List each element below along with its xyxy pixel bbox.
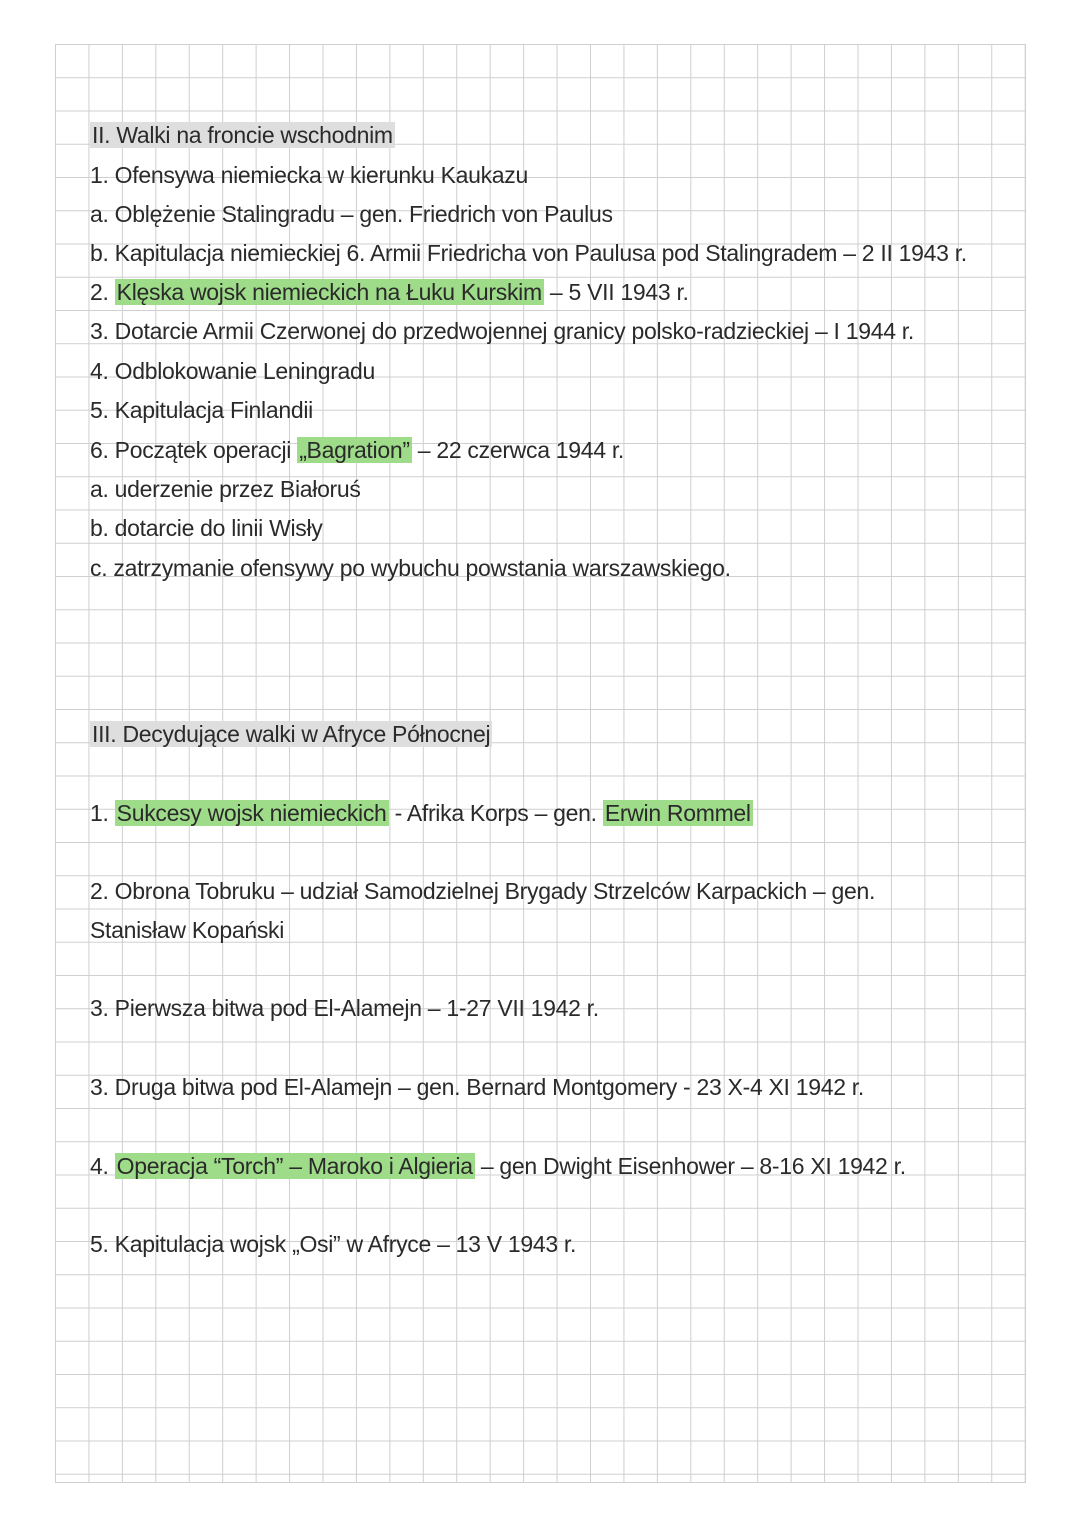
- note-prefix: 6. Początek operacji: [90, 437, 298, 463]
- note-line-bagration: [90, 435, 624, 465]
- note-line: a. uderzenie przez Białoruś: [90, 476, 361, 502]
- highlight-sukcesy: Sukcesy wojsk niemieckich: [116, 800, 387, 826]
- section-3-heading: [90, 719, 492, 749]
- note-line: 3. Dotarcie Armii Czerwonej do przedwojennej granicy polsko-radzieckiej – I 1944 r.: [90, 318, 914, 344]
- note-line: Stanisław Kopański: [90, 917, 285, 943]
- note-prefix: 1.: [90, 800, 115, 826]
- note-suffix: – 22 czerwca 1944 r.: [411, 437, 625, 463]
- note-line: 5. Kapitulacja wojsk „Osi” w Afryce – 13 V 1943 r.: [90, 1231, 577, 1257]
- section-2-heading-text: II. Walki na froncie wschodnim: [92, 122, 393, 148]
- note-line-rommel: [90, 798, 753, 828]
- note-line: 4. Odblokowanie Leningradu: [90, 358, 376, 384]
- note-prefix: 2.: [90, 279, 115, 305]
- note-line-kursk: [90, 277, 689, 307]
- section-2-heading: [90, 120, 395, 150]
- note-suffix: – 5 VII 1943 r.: [543, 279, 689, 305]
- note-line: 2. Obrona Tobruku – udział Samodzielnej Brygady Strzelców Karpackich – gen.: [90, 878, 876, 904]
- highlight-bagration: „Bagration”: [299, 437, 410, 463]
- section-3-heading-text: III. Decydujące walki w Afryce Północnej: [92, 721, 491, 747]
- highlight-rommel: Erwin Rommel: [604, 800, 751, 826]
- note-line: b. Kapitulacja niemieckiej 6. Armii Friedricha von Paulusa pod Stalingradem – 2 II 1943 r.: [90, 240, 967, 266]
- highlight-torch: Operacja “Torch” – Maroko i Algieria: [116, 1153, 473, 1179]
- note-line: 3. Druga bitwa pod El-Alamejn – gen. Bernard Montgomery - 23 X-4 XI 1942 r.: [90, 1074, 864, 1100]
- note-line: b. dotarcie do linii Wisły: [90, 515, 323, 541]
- note-line: 3. Pierwsza bitwa pod El-Alamejn – 1-27 VII 1942 r.: [90, 995, 599, 1021]
- note-line-torch: [90, 1151, 906, 1181]
- note-suffix: – gen Dwight Eisenhower – 8-16 XI 1942 r.: [474, 1153, 906, 1179]
- note-middle: - Afrika Korps – gen.: [388, 800, 603, 826]
- note-line: 1. Ofensywa niemiecka w kierunku Kaukazu: [90, 162, 528, 188]
- note-line: c. zatrzymanie ofensywy po wybuchu powstania warszawskiego.: [90, 555, 731, 581]
- note-line: 5. Kapitulacja Finlandii: [90, 397, 313, 423]
- note-prefix: 4.: [90, 1153, 115, 1179]
- highlight-kursk: Klęska wojsk niemieckich na Łuku Kurskim: [116, 279, 542, 305]
- note-line: a. Oblężenie Stalingradu – gen. Friedrich von Paulus: [90, 201, 613, 227]
